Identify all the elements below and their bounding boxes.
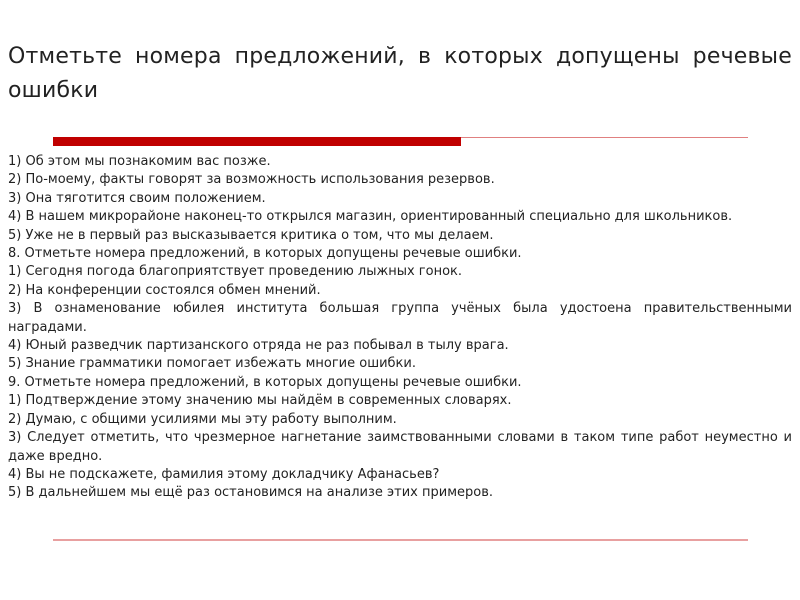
- line: 2) На конференции состоялся обмен мнений.: [8, 282, 321, 298]
- line: 1) Подтверждение этому значению мы найдём в современных словарях.: [8, 393, 512, 409]
- title-divider-line: [461, 137, 748, 138]
- line: 5) Уже не в первый раз высказывается критика о том, что мы делаем.: [8, 227, 494, 243]
- line: 4) Юный разведчик партизанского отряда не раз побывал в тылу врага.: [8, 338, 509, 354]
- line: 3) В ознаменование юбилея института большая группа учёных была удостоена правительственными наградами.: [8, 301, 792, 335]
- line: 5) Знание грамматики помогает избежать многие ошибки.: [8, 356, 416, 372]
- line: 3) Следует отметить, что чрезмерное нагнетание заимствованными словами в таком типе работ неуместно и даже вредно.: [8, 430, 792, 464]
- line: 3) Она тяготится своим положением.: [8, 190, 266, 206]
- question-heading: 8. Отметьте номера предложений, в которых допущены речевые ошибки.: [8, 246, 522, 262]
- bottom-divider-line: [53, 539, 748, 541]
- line: 4) Вы не подскажете, фамилия этому докладчику Афанасьев?: [8, 466, 440, 482]
- line: 1) Сегодня погода благоприятствует проведению лыжных гонок.: [8, 264, 463, 280]
- line: 4) В нашем микрорайоне наконец-то открылся магазин, ориентированный специально для школьников.: [8, 209, 733, 225]
- line: 1) Об этом мы познакомим вас позже.: [8, 154, 271, 169]
- question-heading: 9. Отметьте номера предложений, в которых допущены речевые ошибки.: [8, 374, 522, 390]
- line: 2) По-моему, факты говорят за возможность использования резервов.: [8, 172, 495, 188]
- slide-title: Отметьте номера предложений, в которых допущены речевые ошибки: [8, 44, 792, 103]
- title-accent-bar: [53, 137, 461, 146]
- line: 2) Думаю, с общими усилиями мы эту работу выполним.: [8, 411, 397, 427]
- line: 5) В дальнейшем мы ещё раз остановимся на анализе этих примеров.: [8, 485, 493, 501]
- slide-content: [8, 153, 792, 503]
